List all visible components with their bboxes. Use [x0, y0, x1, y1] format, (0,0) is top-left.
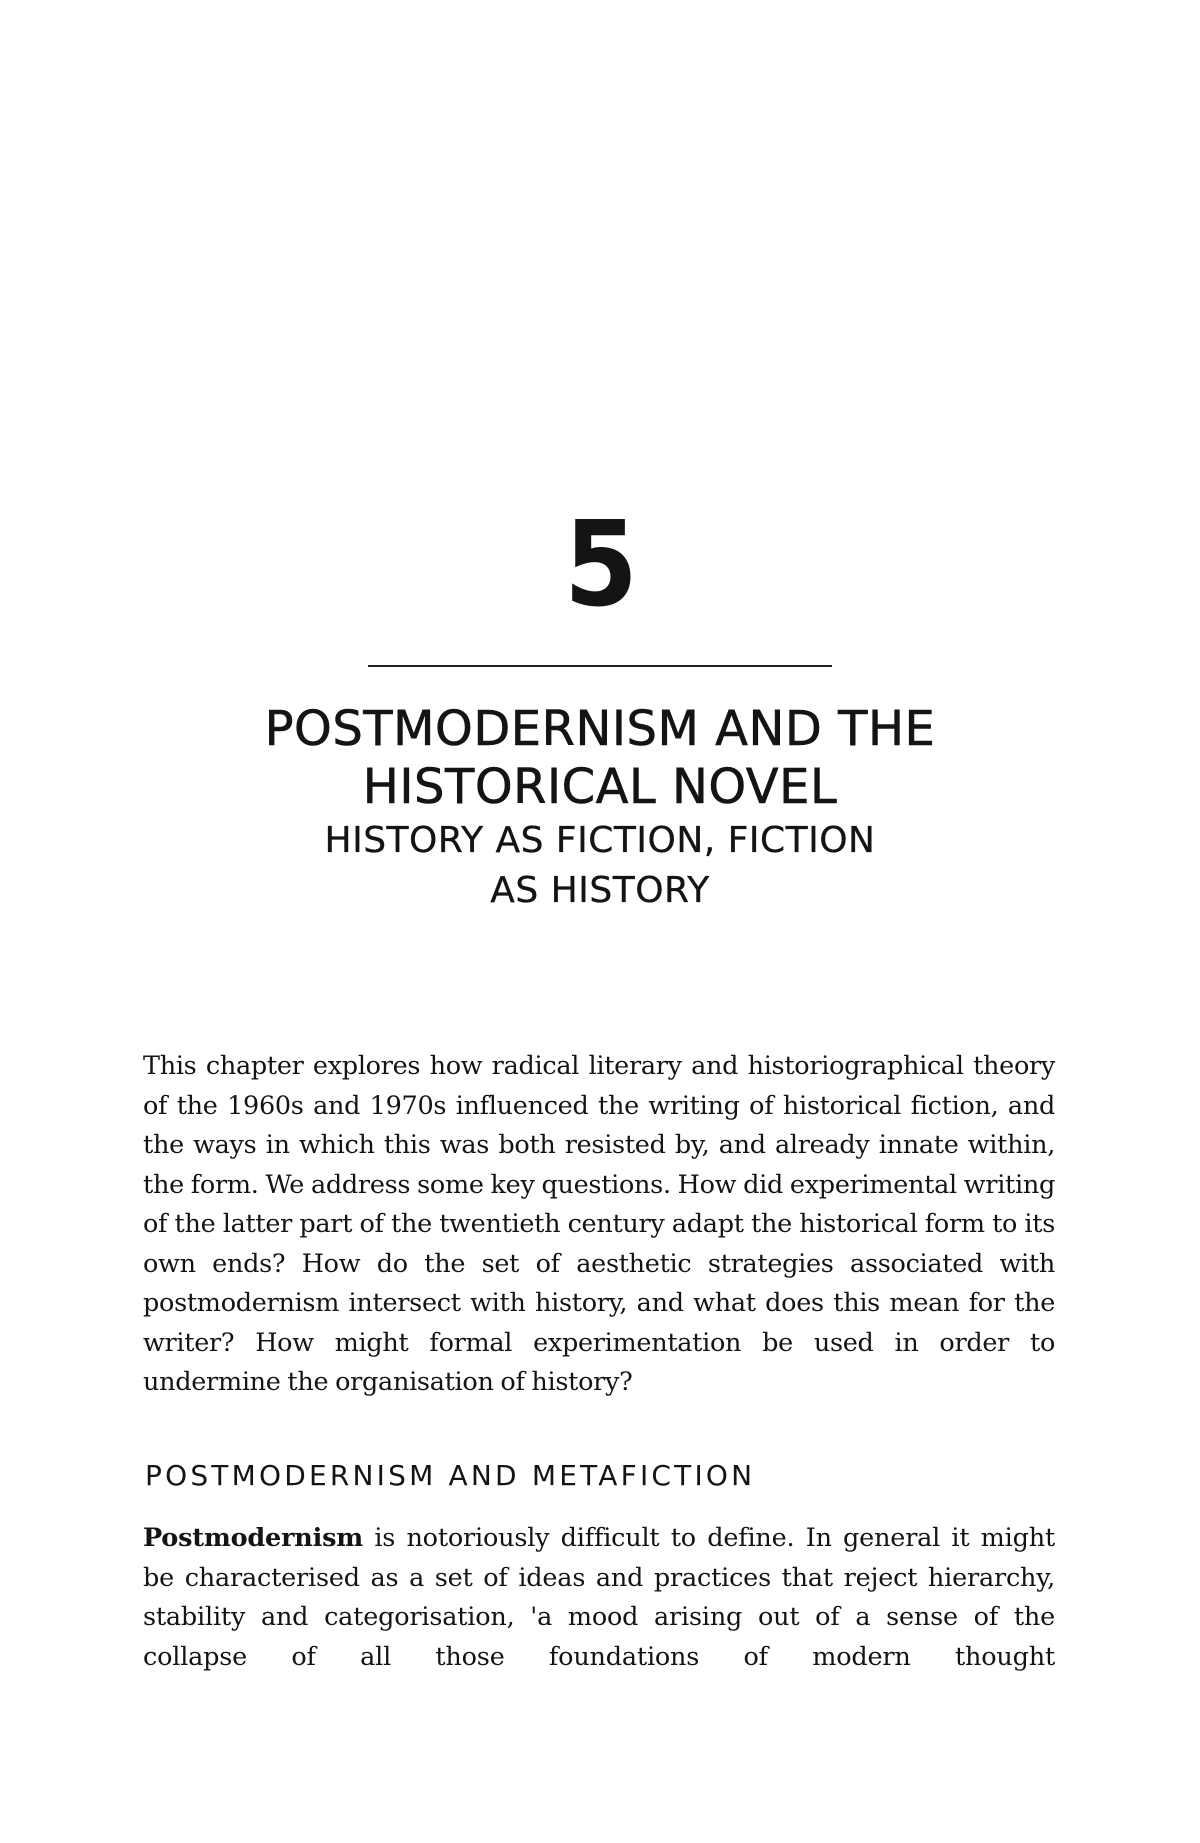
key-term: Postmodernism: [143, 1523, 364, 1553]
chapter-divider: [368, 665, 832, 667]
chapter-subtitle-line-2: AS HISTORY: [490, 870, 710, 911]
section-body-text: is notoriously difficult to define. In general it might be characterised as a set of ideas and practices that reject hierarchy, stability and categorisation, 'a mood arising out of a sense of the collapse of all those foundations of modern thought: [143, 1523, 1055, 1672]
chapter-intro-paragraph: This chapter explores how radical literary and historiographical theory of the 1960s and 1970s influenced the writing of historical fiction, and the ways in which this was both resisted by, and already innate within, the form. We address some key questions. How did experimental writing of the latter part of the twentieth century adapt the historical form to its own ends? How do the set of aesthetic strategies associated with postmodernism intersect with history, and what does this mean for the writer? How might formal experimentation be used in order to undermine the organisation of history?: [143, 1051, 1055, 1397]
section-heading: POSTMODERNISM AND METAFICTION: [145, 1459, 756, 1492]
chapter-subtitle-line-1: HISTORY AS FICTION, FICTION: [324, 820, 876, 861]
chapter-title-line-1: POSTMODERNISM AND THE: [264, 701, 936, 757]
chapter-title-line-2: HISTORICAL NOVEL: [362, 759, 838, 815]
chapter-number: 5: [563, 495, 637, 633]
chapter-title-block: [0, 700, 1200, 916]
section-body-paragraph: [143, 1519, 1055, 1677]
